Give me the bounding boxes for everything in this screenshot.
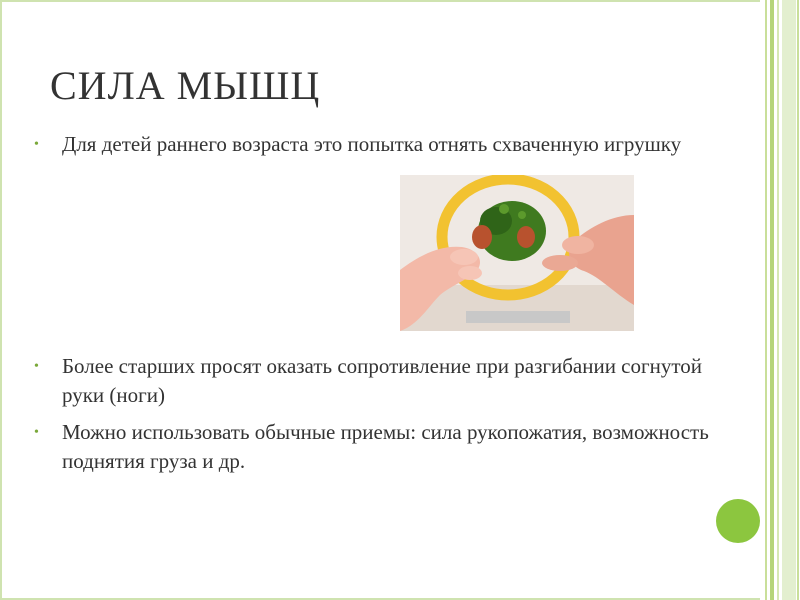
frame-left-border: [0, 0, 10, 600]
bullet-item: [28, 418, 748, 476]
bullet-item: [28, 130, 748, 159]
bullet-text: Можно использовать обычные приемы: сила рукопожатия, возможность поднятия груза и др.: [62, 420, 709, 473]
bullet-list-bottom: [28, 352, 748, 484]
bullet-text: Более старших просят оказать сопротивление при разгибании согнутой руки (ноги): [62, 354, 702, 407]
bullet-icon: •: [34, 359, 39, 374]
bullet-icon: •: [34, 425, 39, 440]
bullet-text: Для детей раннего возраста это попытка отнять схваченную игрушку: [62, 132, 682, 156]
green-circle-icon: [716, 499, 760, 543]
bullet-icon: •: [34, 137, 39, 152]
decorative-stripes: [760, 0, 800, 600]
frame-bottom-border: [0, 590, 760, 600]
slide-title: СИЛА МЫШЦ: [50, 63, 321, 108]
baby-hand-rattle-photo: [400, 175, 634, 331]
bullet-list-top: [28, 130, 748, 167]
bullet-item: [28, 352, 748, 410]
frame-top-border: [0, 0, 760, 10]
